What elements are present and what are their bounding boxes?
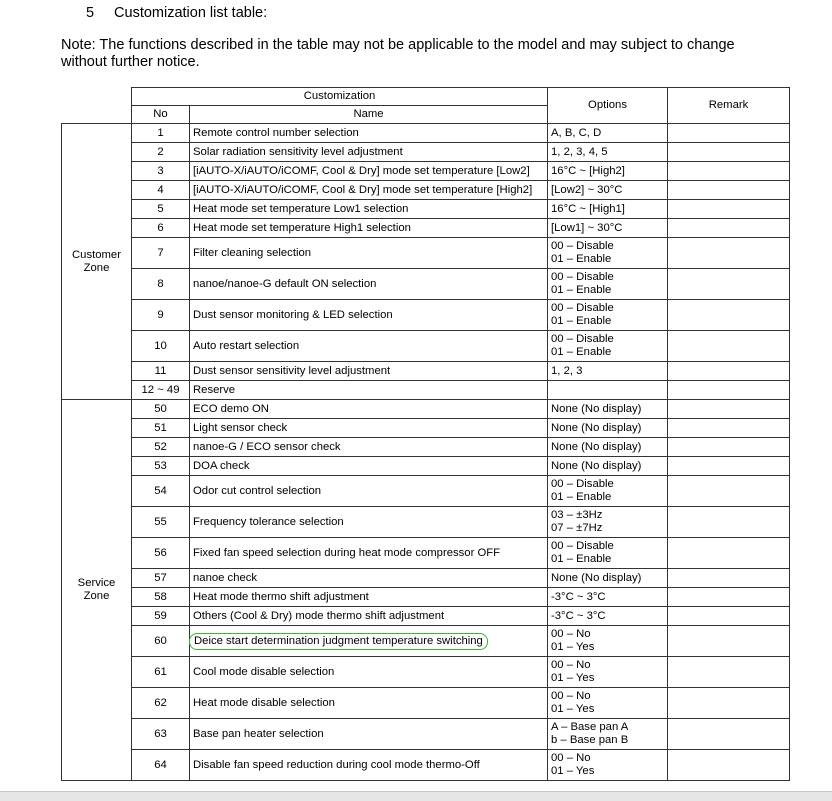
highlighted-function-name: Deice start determination judgment temperature switching: [189, 633, 488, 650]
function-name: Base pan heater selection: [190, 719, 548, 750]
remark-cell: [668, 219, 790, 238]
function-name: Odor cut control selection: [190, 476, 548, 507]
function-name: Filter cleaning selection: [190, 238, 548, 269]
option-values: None (No display): [548, 569, 668, 588]
function-name: [iAUTO-X/iAUTO/iCOMF, Cool & Dry] mode set temperature [High2]: [190, 181, 548, 200]
function-name: Cool mode disable selection: [190, 657, 548, 688]
function-name: Remote control number selection: [190, 124, 548, 143]
remark-cell: [668, 362, 790, 381]
remark-cell: [668, 626, 790, 657]
row-number: 11: [132, 362, 190, 381]
remark-cell: [668, 688, 790, 719]
table-row: [62, 219, 790, 238]
option-values: 00 – No 01 – Yes: [548, 657, 668, 688]
row-number: 58: [132, 588, 190, 607]
row-number: 50: [132, 400, 190, 419]
option-values: 00 – Disable 01 – Enable: [548, 538, 668, 569]
row-number: 60: [132, 626, 190, 657]
row-number: 3: [132, 162, 190, 181]
table-row: [62, 719, 790, 750]
table-row: [62, 143, 790, 162]
option-values: 00 – No 01 – Yes: [548, 626, 668, 657]
row-number: 63: [132, 719, 190, 750]
row-number: 6: [132, 219, 190, 238]
table-row: [62, 750, 790, 781]
remark-cell: [668, 438, 790, 457]
section-number: 5: [86, 5, 95, 21]
table-row: [62, 381, 790, 400]
option-values: [Low2] ~ 30°C: [548, 181, 668, 200]
remark-cell: [668, 538, 790, 569]
option-values: [548, 381, 668, 400]
function-name: Dust sensor monitoring & LED selection: [190, 300, 548, 331]
row-number: 52: [132, 438, 190, 457]
row-number: 7: [132, 238, 190, 269]
table-row: [62, 362, 790, 381]
table-row: [62, 569, 790, 588]
row-number: 53: [132, 457, 190, 476]
table-row: [62, 400, 790, 419]
table-row: [62, 688, 790, 719]
table-row: [62, 162, 790, 181]
table-row: [62, 588, 790, 607]
remark-cell: [668, 381, 790, 400]
function-name: Others (Cool & Dry) mode thermo shift adjustment: [190, 607, 548, 626]
row-number: 2: [132, 143, 190, 162]
blank-corner: [62, 106, 132, 124]
remark-cell: [668, 457, 790, 476]
remark-cell: [668, 507, 790, 538]
table-row: [62, 476, 790, 507]
function-name: DOA check: [190, 457, 548, 476]
customization-table: [61, 87, 790, 781]
function-name: Heat mode set temperature Low1 selection: [190, 200, 548, 219]
function-name: nanoe-G / ECO sensor check: [190, 438, 548, 457]
remark-cell: [668, 719, 790, 750]
row-number: 8: [132, 269, 190, 300]
row-number: 5: [132, 200, 190, 219]
option-values: 00 – Disable 01 – Enable: [548, 238, 668, 269]
remark-cell: [668, 750, 790, 781]
function-name: nanoe/nanoe-G default ON selection: [190, 269, 548, 300]
blank-corner: [62, 88, 132, 106]
function-name: ECO demo ON: [190, 400, 548, 419]
remark-cell: [668, 400, 790, 419]
option-values: 03 – ±3Hz 07 – ±7Hz: [548, 507, 668, 538]
option-values: 1, 2, 3, 4, 5: [548, 143, 668, 162]
table-row: [62, 657, 790, 688]
option-values: 1, 2, 3: [548, 362, 668, 381]
row-number: 12 ~ 49: [132, 381, 190, 400]
option-values: 00 – Disable 01 – Enable: [548, 300, 668, 331]
remark-cell: [668, 569, 790, 588]
remark-cell: [668, 300, 790, 331]
remark-cell: [668, 181, 790, 200]
table-row: [62, 538, 790, 569]
remark-cell: [668, 143, 790, 162]
option-values: 00 – No 01 – Yes: [548, 688, 668, 719]
table-row: [62, 626, 790, 657]
no-header: No: [132, 106, 190, 124]
table-row: [62, 200, 790, 219]
table-row: [62, 331, 790, 362]
option-values: None (No display): [548, 438, 668, 457]
remark-cell: [668, 419, 790, 438]
row-number: 55: [132, 507, 190, 538]
table-row: [62, 457, 790, 476]
option-values: 00 – Disable 01 – Enable: [548, 476, 668, 507]
option-values: 16°C ~ [High2]: [548, 162, 668, 181]
option-values: -3°C ~ 3°C: [548, 607, 668, 626]
table-row: [62, 419, 790, 438]
function-name: Fixed fan speed selection during heat mode compressor OFF: [190, 538, 548, 569]
function-name: Reserve: [190, 381, 548, 400]
function-name: nanoe check: [190, 569, 548, 588]
option-values: -3°C ~ 3°C: [548, 588, 668, 607]
remark-cell: [668, 331, 790, 362]
row-number: 61: [132, 657, 190, 688]
option-values: A – Base pan A b – Base pan B: [548, 719, 668, 750]
remark-cell: [668, 124, 790, 143]
row-number: 10: [132, 331, 190, 362]
function-name: [iAUTO-X/iAUTO/iCOMF, Cool & Dry] mode set temperature [Low2]: [190, 162, 548, 181]
row-number: 9: [132, 300, 190, 331]
function-name: Dust sensor sensitivity level adjustment: [190, 362, 548, 381]
option-values: None (No display): [548, 400, 668, 419]
option-values: [Low1] ~ 30°C: [548, 219, 668, 238]
remark-header: Remark: [668, 88, 790, 124]
table-row: [62, 438, 790, 457]
remark-cell: [668, 657, 790, 688]
row-number: 56: [132, 538, 190, 569]
remark-cell: [668, 200, 790, 219]
function-name: Heat mode disable selection: [190, 688, 548, 719]
row-number: 4: [132, 181, 190, 200]
remark-cell: [668, 162, 790, 181]
table-row: [62, 269, 790, 300]
function-name: Light sensor check: [190, 419, 548, 438]
function-name: [190, 626, 548, 657]
remark-cell: [668, 607, 790, 626]
option-values: 16°C ~ [High1]: [548, 200, 668, 219]
row-number: 1: [132, 124, 190, 143]
table-row: [62, 181, 790, 200]
section-title: Customization list table:: [114, 5, 268, 21]
table-row: [62, 300, 790, 331]
options-header: Options: [548, 88, 668, 124]
row-number: 64: [132, 750, 190, 781]
table-row: [62, 124, 790, 143]
function-name: Solar radiation sensitivity level adjustment: [190, 143, 548, 162]
remark-cell: [668, 588, 790, 607]
function-name: Heat mode thermo shift adjustment: [190, 588, 548, 607]
function-name: Disable fan speed reduction during cool mode thermo-Off: [190, 750, 548, 781]
row-number: 59: [132, 607, 190, 626]
row-number: 57: [132, 569, 190, 588]
option-values: 00 – Disable 01 – Enable: [548, 331, 668, 362]
section-heading: [86, 5, 267, 21]
row-number: 54: [132, 476, 190, 507]
name-header: Name: [190, 106, 548, 124]
row-number: 62: [132, 688, 190, 719]
option-values: 00 – No 01 – Yes: [548, 750, 668, 781]
row-number: 51: [132, 419, 190, 438]
function-name: Heat mode set temperature High1 selection: [190, 219, 548, 238]
remark-cell: [668, 238, 790, 269]
table-row: [62, 507, 790, 538]
remark-cell: [668, 476, 790, 507]
remark-cell: [668, 269, 790, 300]
service-zone-label: Service Zone: [62, 400, 132, 781]
function-name: Frequency tolerance selection: [190, 507, 548, 538]
table-row: [62, 238, 790, 269]
function-name: Auto restart selection: [190, 331, 548, 362]
option-values: 00 – Disable 01 – Enable: [548, 269, 668, 300]
disclaimer-note: Note: The functions described in the table may not be applicable to the model and may subject to change without further notice.: [61, 37, 735, 70]
option-values: None (No display): [548, 457, 668, 476]
option-values: A, B, C, D: [548, 124, 668, 143]
table-row: [62, 607, 790, 626]
option-values: None (No display): [548, 419, 668, 438]
customization-header: Customization: [132, 88, 548, 106]
customer-zone-label: Customer Zone: [62, 124, 132, 400]
